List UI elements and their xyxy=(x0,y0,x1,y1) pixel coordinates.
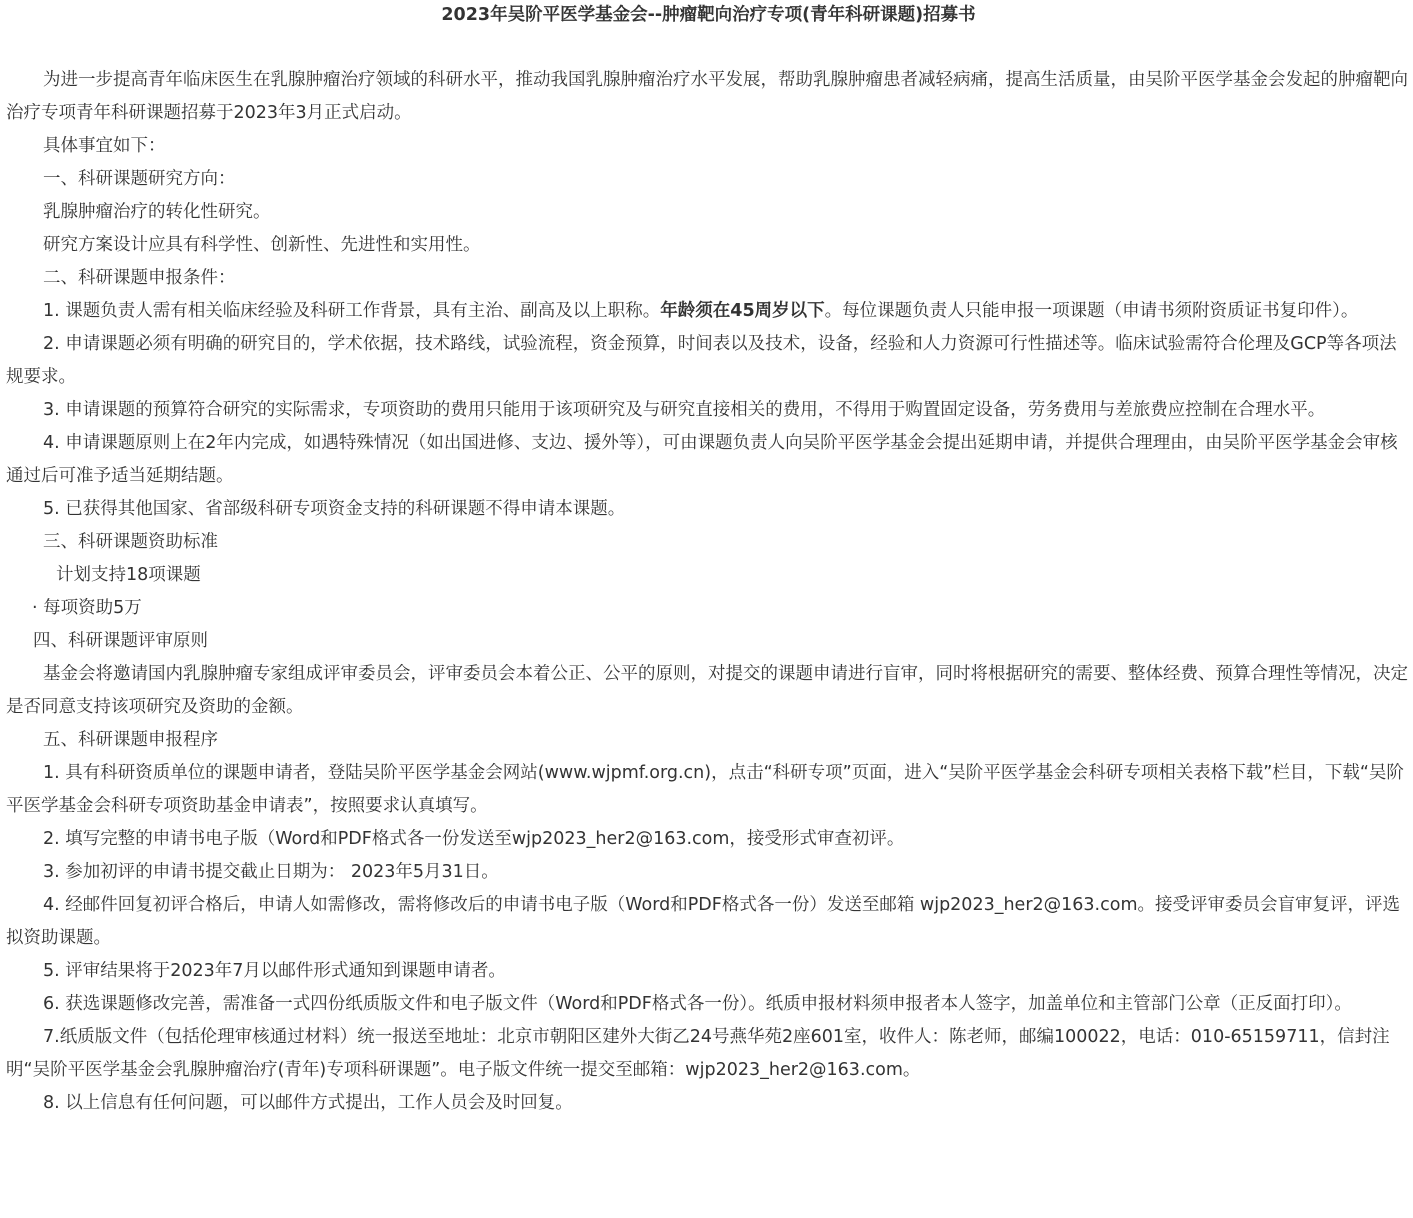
section5-heading: 五、科研课题申报程序 xyxy=(43,730,218,750)
section5-item: 8. 以上信息有任何问题，可以邮件方式提出，工作人员会及时回复。 xyxy=(43,1093,573,1113)
section5-item: 1. 具有科研资质单位的课题申请者，登陆吴阶平医学基金会网站(www.wjpmf.org.cn)，点击“科研专项”页面，进入“吴阶平医学基金会科研专项相关表格下载”栏目，下载“吴阶平医学基金会科研专项资助基金申请表”，按照要求认真填写。 xyxy=(6,763,1404,816)
section5-item: 6. 获选课题修改完善，需准备一式四份纸质版文件和电子版文件（Word和PDF格式各一份）。纸质申报材料须申报者本人签字，加盖单位和主管部门公章（正反面打印）。 xyxy=(43,994,1352,1014)
section2-item-1-text: 1. 课题负责人需有相关临床经验及科研工作背景，具有主治、副高及以上职称。 xyxy=(43,301,661,321)
section2-heading: 二、科研课题申报条件： xyxy=(43,268,236,288)
section5-item: 2. 填写完整的申请书电子版（Word和PDF格式各一份发送至wjp2023_her2@163.com，接受形式审查初评。 xyxy=(43,829,905,849)
section2-item-1 xyxy=(6,295,1411,328)
section3-line-projects: 计划支持18项课题 xyxy=(56,565,201,585)
section2-item-5: 5. 已获得其他国家、省部级科研专项资金支持的科研课题不得申请本课题。 xyxy=(43,499,626,519)
section4-body: 基金会将邀请国内乳腺肿瘤专家组成评审委员会，评审委员会本着公正、公平的原则，对提交的课题申请进行盲审，同时将根据研究的需要、整体经费、预算合理性等情况，决定是否同意支持该项研究及资助的金额。 xyxy=(6,664,1408,717)
details-intro: 具体事宜如下： xyxy=(43,136,166,156)
age-requirement-bold: 年龄须在45周岁以下 xyxy=(660,301,825,321)
section5-item: 4. 经邮件回复初评合格后，申请人如需修改，需将修改后的申请书电子版（Word和PDF格式各一份）发送至邮箱 wjp2023_her2@163.com。接受评审委员会盲审复评，评选拟资助课题。 xyxy=(6,895,1400,948)
section2-item-4: 4. 申请课题原则上在2年内完成，如遇特殊情况（如出国进修、支边、援外等），可由课题负责人向吴阶平医学基金会提出延期申请，并提供合理理由，由吴阶平医学基金会审核通过后可准予适当延期结题。 xyxy=(6,433,1398,486)
section2-item-3: 3. 申请课题的预算符合研究的实际需求，专项资助的费用只能用于该项研究及与研究直接相关的费用，不得用于购置固定设备，劳务费用与差旅费应控制在合理水平。 xyxy=(43,400,1326,420)
section1-line: 乳腺肿瘤治疗的转化性研究。 xyxy=(43,202,271,222)
section5-item: 3. 参加初评的申请书提交截止日期为： 2023年5月31日。 xyxy=(43,862,499,882)
page-title: 2023年吴阶平医学基金会--肿瘤靶向治疗专项(青年科研课题)招募书 xyxy=(441,5,976,25)
intro-paragraph: 为进一步提高青年临床医生在乳腺肿瘤治疗领域的科研水平，推动我国乳腺肿瘤治疗水平发展，帮助乳腺肿瘤患者减轻病痛，提高生活质量，由吴阶平医学基金会发起的肿瘤靶向治疗专项青年科研课题招募于2023年3月正式启动。 xyxy=(6,70,1408,123)
section3-heading: 三、科研课题资助标准 xyxy=(43,532,218,552)
section1-line: 研究方案设计应具有科学性、创新性、先进性和实用性。 xyxy=(43,235,481,255)
section5-item: 5. 评审结果将于2023年7月以邮件形式通知到课题申请者。 xyxy=(43,961,506,981)
section5-item: 7.纸质版文件（包括伦理审核通过材料）统一报送至地址：北京市朝阳区建外大街乙24号燕华苑2座601室，收件人：陈老师，邮编100022，电话：010-65159711，信封注明“吴阶平医学基金会乳腺肿瘤治疗(青年)专项科研课题”。电子版文件统一提交至邮箱：wjp2023_her2@163.com。 xyxy=(6,1027,1390,1080)
section2-item-1-text-post: 。每位课题负责人只能申报一项课题（申请书须附资质证书复印件）。 xyxy=(824,301,1359,321)
section1-heading: 一、科研课题研究方向： xyxy=(43,169,236,189)
section4-heading: 四、科研课题评审原则 xyxy=(33,631,208,651)
section2-item-2: 2. 申请课题必须有明确的研究目的，学术依据，技术路线，试验流程，资金预算，时间表以及技术，设备，经验和人力资源可行性描述等。临床试验需符合伦理及GCP等各项法规要求。 xyxy=(6,334,1397,387)
section3-line-funding: · 每项资助5万 xyxy=(32,598,142,618)
